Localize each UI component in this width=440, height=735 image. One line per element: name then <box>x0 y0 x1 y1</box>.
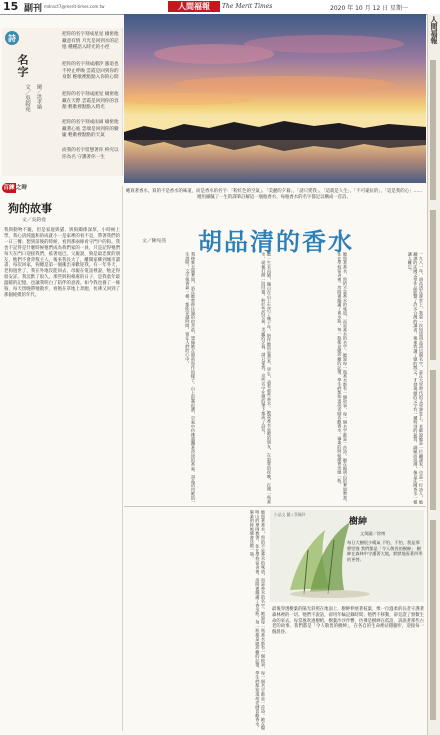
side-text-block <box>430 520 436 720</box>
issue-date: 2020 年 10 月 12 日 星期一 <box>330 5 408 12</box>
poem-stanza: 把你的名字刻成潮汐 漲退也不停止呼喚 雲霞是回到你的身影 輕歌裡點點入你的心間 <box>62 62 119 81</box>
column-divider <box>122 186 123 731</box>
side-column-title: 人間福報 <box>430 16 439 44</box>
poem-author: 文／吳鈞堯 <box>24 84 30 112</box>
newspaper-logo: 人間福報 <box>168 1 220 12</box>
newspaper-logo-english: The Merit Times <box>222 3 273 10</box>
poem-stanza: 把你的名字刻成雨滴 綴密他藏著心底 雲端是回到你的臉龐 輕歌裡點點的天氣 <box>62 120 119 139</box>
poem-stanza: 把你的名字刻成流星 綴密他藏在天際 雲霞是回到你的容顏 輕歌裡點點入時光 <box>62 92 119 111</box>
main-article-column: 一九八一年，胡品清在課堂上，我第一次知道胡品清這個名字，是在大學時代的文學課堂上。老師說她是一位翻譯家，也是一位詩人，她翻譯的法國文學作品影響了許多台灣的讀者。後來我讀了她的散文，才發現她的文字有一種特別的氣質，細膩而浪漫，像是法國香水一樣讓人難忘。 <box>407 252 424 504</box>
page-number: 15 <box>3 0 19 13</box>
side-text-block <box>430 210 436 360</box>
main-article-title: 胡品清的香水 <box>198 228 354 256</box>
side-text-block <box>430 370 436 510</box>
column-badge: 百鍊 <box>3 185 15 191</box>
poem-title: 名字 <box>16 54 29 78</box>
poem-stanza: 把你的名字刻成星星 綴密他藏意有情 月光是回到水的記憶 種種語入時光的小徑 <box>62 32 119 51</box>
main-article-author: 文／陳宛茜 <box>142 239 166 244</box>
tree-article-author: 文與圖／徐博 <box>360 531 386 536</box>
article-body: 我與動物不親，但是家庭與貓、與狗關係深厚，小時候上學，我心清純溫和的成就小一是家裡的看不見，帶著我們的一日三餐；想到前後的時候，看到那兩條看守門戶的狗。我也不記得是什麼時候牠們成為我們家的一員，只是記得牠們每天在門口迎接我們，搖著尾巴。父親說，狗是最忠實的朋友，牠們不會背叛主人。後來我長大了，離開家鄉到城市讀書，每次回家，狗總是第一個衝出來歡迎我。有一年冬天，老狗過世了，我在外地沒能回去，母親在電話裡說，牠走得很安詳。我沉默了很久。那些與狗相處的日子，是我童年最溫暖的記憶，也讓我明白了陪伴的意義。如今我也養了一條狗，每天傍晚帶牠散步，看牠在草地上奔跑，彷彿又回到了那個純樸的年代。 <box>4 228 120 298</box>
tree-article-title: 樹紳 <box>349 517 368 527</box>
article-title: 狗的故事 <box>8 202 52 215</box>
poem-stanza: 而我的名字留戀著你 終究以你為名 守護著你一生 <box>62 148 119 160</box>
contact-email[interactable]: mdnsct7@merit-times.com.tw <box>44 4 105 9</box>
column-badge-label: 之時 <box>16 185 28 191</box>
tree-article-intro: 每日大樹很少嘆氣 不怕，不怕，我是那麼堅強 我們都是「令人敬畏的樹紳」 樹紳在森林中守護著大地，默默地看著四季的更替。 <box>347 540 423 562</box>
section-divider <box>124 506 426 507</box>
poem-badge: 詩 <box>5 31 19 45</box>
main-article-column: 她一生未再婚，獨自在山上生活了幾十年，陪伴她的是書本、學生，還有那些香水。她說香水是她的朋友，在寂寞的夜晚，打開一瓶香水，就像打開一段回憶。粉紅色的空氣、美麗的夕暮、請只愛我，這些名字在她的筆下都成了詩句。 <box>261 252 272 504</box>
poem-illustrator: 圖／洪孝綸 <box>36 84 42 109</box>
sunset-photo <box>124 14 426 183</box>
main-article-column: 我後來去過華岡，站在她曾經住過的宿舍前，想像她在窗前寫作的樣子。山上的霧很濃，空氣中彷彿還飄著淡淡的香氣。胡品清用她的一生證明，文字與香氣一樣，都能穿越時間，留在人們的心中。 <box>185 252 196 504</box>
main-article-continuation: 她寫著香水，寫的不是香水的味道，而是香水的名字。她說每一瓶香水都有一個故事，每一個名字都是一首詩。她在陽明山的華岡教書，住在學校宿舍裡，房間裡擺滿了香水瓶，每一瓶都是她珍藏的記憶。學生們都知道胡老師喜歡香水，畢業的時候總會送她一瓶。 <box>249 510 266 730</box>
illustration-credit: 小品文 圖 / 蔡佩玲 <box>274 512 306 517</box>
main-article-column: 她寫著香水，寫的不是香水的味道，而是香水的名字。她說每一瓶香水都有一個故事，每一個名字都是一首詩。她在陽明山的華岡教書，住在學校宿舍裡，房間裡擺滿了香水瓶，每一瓶都是她珍藏的記憶。學生們都知道胡老師喜歡香水，畢業的時候總會送她一瓶。 <box>337 252 348 504</box>
section-name: 副刊 <box>24 4 43 14</box>
tree-article-body: 最後穿透樹葉的陽光斜照在地面上，樹紳伸展著枝葉，像一位溫柔的長者守護著森林裡的一切。牠們不說話，卻用年輪記錄時間；牠們不移動，卻見證了無數生命的來去。每當風吹過樹梢，樹葉沙沙作響，彷彿是樹紳在低語，訴說著那些古老的故事。我們都是「令人敬畏的樹紳」，在各自的生命裡站穩腳步，迎接每一個晨昏。 <box>272 607 424 636</box>
article-author: 文／吳鈞堯 <box>22 218 46 223</box>
photo-caption: 她寫著香水，寫的不是香水的味道，而是香水的名字：「粉紅色的空氣」、「美麗的夕暮」、「請只愛我」、「這就是人生」、「不可違抗的」、「這是我的心」……她用細膩了一生的譯筆註解這一瓶瓶香水，每瓶香水的名字都足以構成一首詩。 <box>125 189 423 200</box>
side-text-block <box>430 60 436 200</box>
